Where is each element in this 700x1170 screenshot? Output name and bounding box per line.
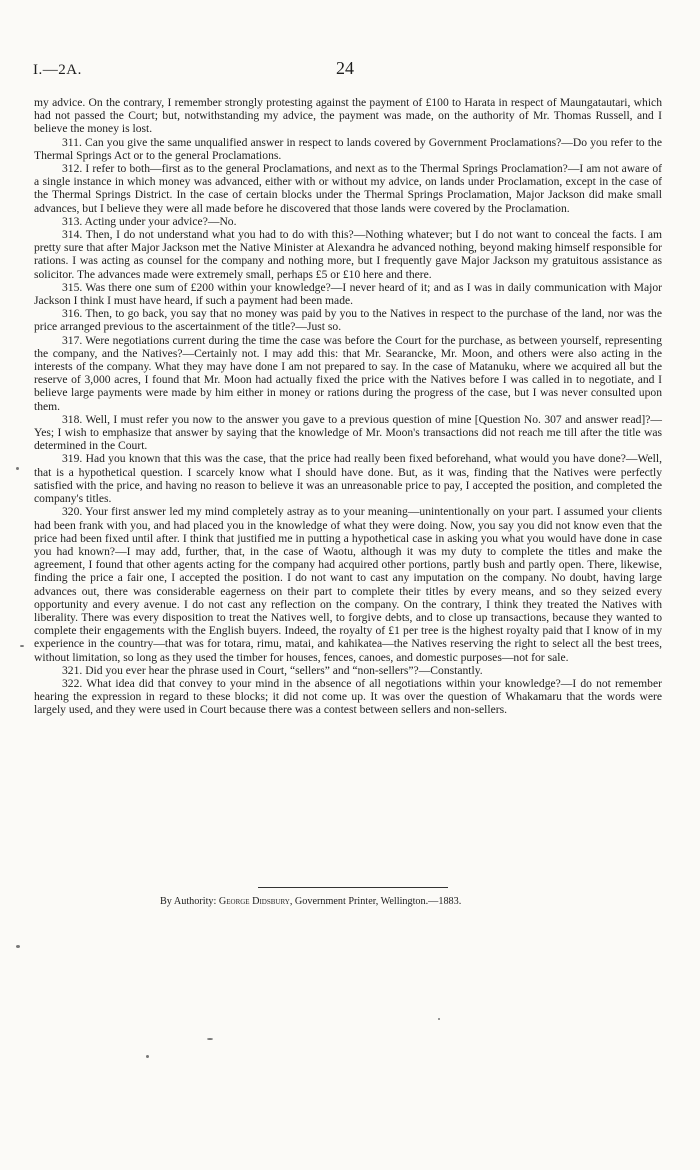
question-311: 311. Can you give the same unqualified answer in respect to lands covered by Government Proclamations?—Do you refer to the Thermal Springs Act or to the general Proclamations. [34,135,662,162]
question-314: 314. Then, I do not understand what you had to do with this?—Nothing whatever; but I do not want to conceal the facts. I am pretty sure that after Major Jackson met the Native Minister at Alexandra he advanced nothing, beyond making himself responsible for rations. I was acting as counsel for the company and nothing more, but I frequently gave Major Jackson my gratuitous assistance as solicitor. The advances made were extremely small, perhaps £5 or £10 here and there. [34,228,662,281]
question-313: 313. Acting under your advice?—No. [62,214,237,228]
question-312: 312. I refer to both—first as to the general Proclamations, and next as to the Thermal Springs Proclamation?—I am not aware of a single instance in which money was advanced, either with or without my advice, on lands under Proclamation, except in the case of the Thermal Springs District. In the case of certain blocks under the Thermal Springs Proclamation, Major Jackson did make small advances, but I believe they were all made before he discovered that those lands were covered by the Proclamation. [34,162,662,215]
imprint-prefix: By Authority: [160,896,217,907]
paragraph-continuation: my advice. On the contrary, I remember strongly protesting against the payment of £100 to Harata in respect of Maungatautari, which had not passed the Court; but, notwithstanding my advice, the payment was made, on the authority of Mr. Thomas Russell, and I believe the money is lost. [34,96,662,136]
question-320: 320. Your first answer led my mind completely astray as to your meaning—unintentionally on your part. I assumed your clients had been frank with you, and had placed you in the knowledge of what they were doing. Now, you say you did not know even that the price had been fixed until after. I think that justified me in putting a hypothetical case in asking you what you would have done in case you had known?—I may add, further, that, in the case of Waotu, although it was my duty to complete the titles and make the agreement, I found that other agents acting for the company had acquired other portions, partly bush and partly open. There, likewise, finding the price a fair one, I accepted the position. I do not want to cast any imputation on the company. No doubt, having large advances out, there was considerable eagerness on their part to complete their titles by every means, and so they seized every opportunity and every avenue. I do not cast any reflection on the company. On the contrary, I think they treated the Natives with liberality. There was every disposition to treat the Natives well, to forgive debts, and to close up transactions, because they wanted to complete their engagements with the English buyers. Indeed, the royalty of £1 per tree is the highest royalty paid that I know of in my experience in the country—that was for totara, rimu, matai, and kahikatea—the Natives reserving the right to select all the best trees, without limitation, so long as they used the timber for houses, fences, canoes, and domestic purposes—not for sale. [34,505,662,664]
page-number: 24 [336,58,354,78]
question-318: 318. Well, I must refer you now to the answer you gave to a previous question of mine [Question No. 307 and answer read]?—Yes; I wish to emphasize that answer by saying that the knowledge of Mr. Moon's transactions did not reach me till after the title was determined in the Court. [34,412,662,453]
question-316: 316. Then, to go back, you say that no money was paid by you to the Natives in respect to the purchase of the land, nor was the price arranged previous to the ascertainment of the title?—Just so. [34,307,662,334]
scan-speck [438,1018,440,1020]
scan-speck [207,1038,213,1040]
scan-speck [16,945,20,948]
body-text [34,96,662,717]
question-322: 322. What idea did that convey to your mind in the absence of all negotiations within your knowledge?—I do not remember hearing the expression in regard to these blocks; it did not come up. It was over the question of Whakamaru that the words were largely used, and they were used in Court because there was a contest between sellers and non-sellers. [34,676,662,717]
imprint-rule [258,887,448,888]
scan-speck [146,1055,149,1058]
question-321: 321. Did you ever hear the phrase used in Court, “sellers” and “non-sellers”?—Constantly. [62,663,483,677]
question-317: 317. Were negotiations current during the time the case was before the Court for the purchase, as between yourself, representing the company, and the Natives?—Certainly not. I may add this: that Mr. Searancke, Mr. Moon, and others were also acting in the interests of the company. What they may have done I am not prepared to say. In the case of Matanuku, where we acquired all but the reserve of 3,000 acres, I found that Mr. Moon had actually fixed the price with the Natives before I was called in to negotiate, and I believe large payments were made by him either in money or rations during the progress of the case, but I was never consulted upon them. [34,333,662,413]
question-315: 315. Was there one sum of £200 within your knowledge?—I never heard of it; and as I was in daily communication with Major Jackson I think I must have heard, if such a payment had been made. [34,280,662,308]
printer-name: George Didsbury [218,896,290,907]
imprint-suffix: , Government Printer, Wellington.—1883. [289,896,462,907]
question-319: 319. Had you known that this was the case, that the price had really been fixed beforehand, what would you have done?—Well, that is a hypothetical question. I scarcely know what I should have done. But, as it was, finding that the Natives were perfectly satisfied with the price, and having no reason to believe it was an unreasonable price to pay, I accepted the position, and completed the company's titles. [34,452,662,506]
printer-imprint [160,896,461,907]
scan-speck [16,467,19,470]
document-reference: I.—2A. [33,62,82,78]
scan-speck [20,645,24,647]
